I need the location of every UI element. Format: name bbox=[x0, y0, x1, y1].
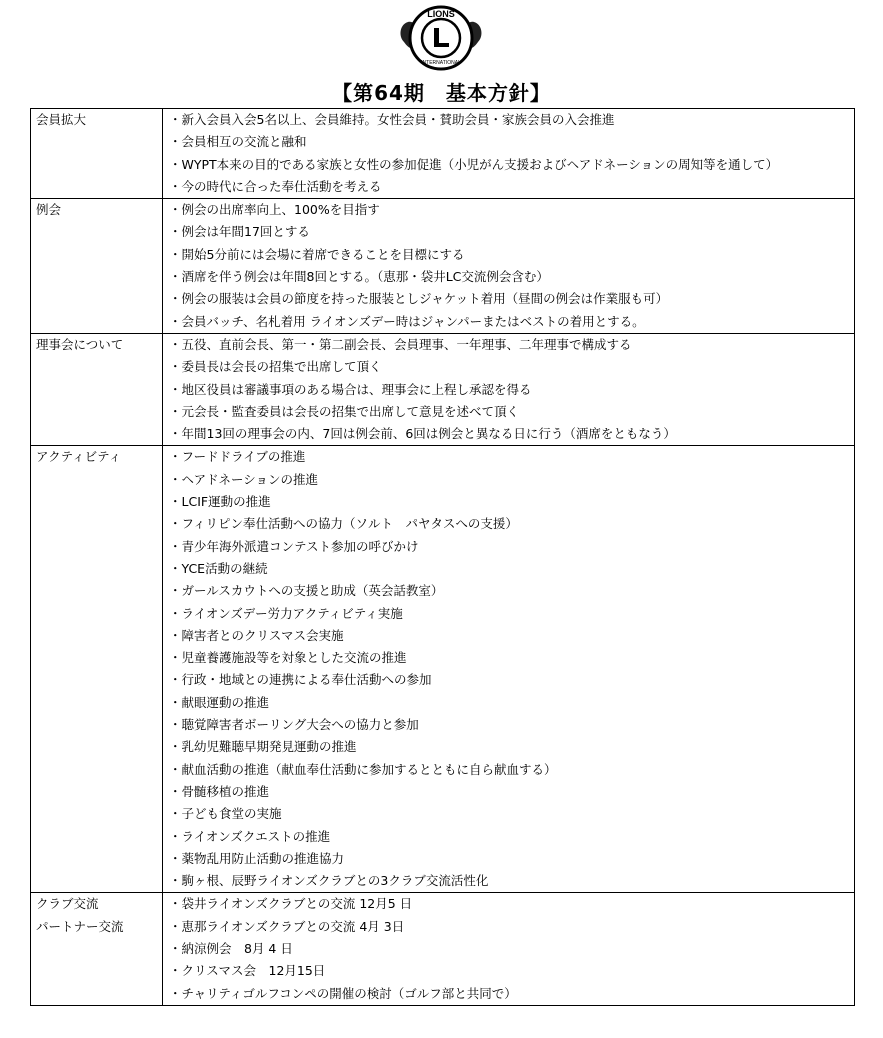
policy-item: ・元会長・監査委員は会長の招集で出席して意見を述べて頂く bbox=[169, 403, 520, 419]
policy-item: ・子ども食堂の実施 bbox=[169, 806, 282, 822]
logo-text-bottom: INTERNATIONAL bbox=[421, 60, 461, 66]
policy-item: ・開始5分前には会場に着席できることを目標にする bbox=[169, 246, 465, 262]
policy-item: ・五役、直前会長、第一・第二副会長、会員理事、一年理事、二年理事で構成する bbox=[169, 336, 632, 352]
policy-item: ・薬物乱用防止活動の推進協力 bbox=[169, 850, 345, 866]
policy-item: ・LCIF運動の推進 bbox=[169, 494, 271, 510]
policy-item: ・障害者とのクリスマス会実施 bbox=[169, 627, 344, 643]
policy-item: ・今の時代に合った奉仕活動を考える bbox=[169, 178, 382, 194]
policy-item: ・例会の出席率向上、100%を目指す bbox=[169, 202, 380, 218]
policy-item: ・フィリピン奉仕活動への協力（ソルト パヤタスへの支援） bbox=[169, 516, 518, 532]
lions-emblem-icon bbox=[394, 2, 488, 76]
policy-item: ・乳幼児難聴早期発見運動の推進 bbox=[169, 739, 357, 755]
page-title: 【第64期 基本方針】 bbox=[332, 81, 551, 105]
category-label: クラブ交流 bbox=[36, 896, 99, 912]
policy-item: ・フードドライブの推進 bbox=[169, 449, 306, 465]
policy-section-row bbox=[31, 446, 855, 893]
category-label: パートナー交流 bbox=[36, 918, 124, 934]
category-cell bbox=[31, 333, 163, 445]
policy-item: ・ヘアドネーションの推進 bbox=[169, 471, 319, 487]
policy-item: ・駒ヶ根、辰野ライオンズクラブとの3クラブ交流活性化 bbox=[169, 873, 489, 889]
policy-item: ・例会の服装は会員の節度を持った服装としジャケット着用（昼間の例会は作業服も可） bbox=[169, 291, 669, 307]
policy-item: ・行政・地域との連携による奉仕活動への参加 bbox=[169, 672, 432, 688]
items-cell bbox=[163, 333, 855, 445]
policy-item: ・ライオンズクエストの推進 bbox=[169, 828, 331, 844]
policy-item: ・納涼例会 8月 4 日 bbox=[169, 940, 293, 956]
policy-section-row bbox=[31, 109, 855, 199]
policy-item: ・クリスマス会 12月15日 bbox=[169, 963, 326, 979]
policy-item: ・会員バッチ、名札着用 ライオンズデー時はジャンパーまたはベストの着用とする。 bbox=[169, 313, 645, 329]
category-label: アクティビティ bbox=[36, 449, 122, 465]
policy-item: ・WYPT本来の目的である家族と女性の参加促進（小児がん支援およびヘアドネーションの周知等を通して） bbox=[169, 156, 779, 172]
policy-item: ・年間13回の理事会の内、7回は例会前、6回は例会と異なる日に行う（酒席をともなう） bbox=[169, 426, 676, 442]
policy-item: ・地区役員は審議事項のある場合は、理事会に上程し承認を得る bbox=[169, 381, 532, 397]
policy-item: ・YCE活動の継続 bbox=[169, 560, 268, 576]
category-cell bbox=[31, 199, 163, 334]
items-cell bbox=[163, 109, 855, 199]
policy-item: ・青少年海外派遣コンテスト参加の呼びかけ bbox=[169, 538, 419, 554]
policy-item: ・例会は年間17回とする bbox=[169, 224, 310, 240]
category-label: 会員拡大 bbox=[36, 112, 87, 127]
category-cell bbox=[31, 893, 163, 1005]
policy-item: ・恵那ライオンズクラブとの交流 4月 3日 bbox=[169, 918, 405, 934]
category-label: 理事会について bbox=[36, 336, 124, 352]
policy-section-row bbox=[31, 199, 855, 334]
policy-item: ・ライオンズデー労力アクティビティ実施 bbox=[169, 605, 403, 621]
logo-text-top: LIONS bbox=[427, 9, 455, 19]
category-cell bbox=[31, 109, 163, 199]
policy-section-row bbox=[31, 893, 855, 1005]
policy-item: ・新入会員入会5名以上、会員維持。女性会員・賛助会員・家族会員の入会推進 bbox=[169, 112, 615, 127]
category-label: 例会 bbox=[36, 202, 62, 218]
items-cell bbox=[163, 199, 855, 334]
policy-item: ・袋井ライオンズクラブとの交流 12月5 日 bbox=[169, 896, 413, 912]
items-cell bbox=[163, 893, 855, 1005]
category-cell bbox=[31, 446, 163, 893]
policy-item: ・委員長は会長の招集で出席して頂く bbox=[169, 359, 382, 375]
items-cell bbox=[163, 446, 855, 893]
policy-item: ・献血活動の推進（献血奉仕活動に参加するとともに自ら献血する） bbox=[169, 761, 557, 777]
policy-item: ・会員相互の交流と融和 bbox=[169, 134, 307, 150]
policy-item: ・チャリティゴルフコンペの開催の検討（ゴルフ部と共同で） bbox=[169, 985, 517, 1001]
policy-item: ・ガールスカウトへの支援と助成（英会話教室） bbox=[169, 583, 444, 599]
policy-item: ・献眼運動の推進 bbox=[169, 694, 270, 710]
lions-logo bbox=[394, 2, 488, 76]
policy-item: ・骨髄移植の推進 bbox=[169, 783, 270, 799]
policy-item: ・児童養護施設等を対象とした交流の推進 bbox=[169, 650, 407, 666]
policy-item: ・聴覚障害者ボーリング大会への協力と参加 bbox=[169, 717, 419, 733]
policy-item: ・酒席を伴う例会は年間8回とする。（恵那・袋井LC交流例会含む） bbox=[169, 269, 549, 285]
policy-section-row bbox=[31, 333, 855, 445]
policy-table bbox=[30, 108, 855, 1006]
